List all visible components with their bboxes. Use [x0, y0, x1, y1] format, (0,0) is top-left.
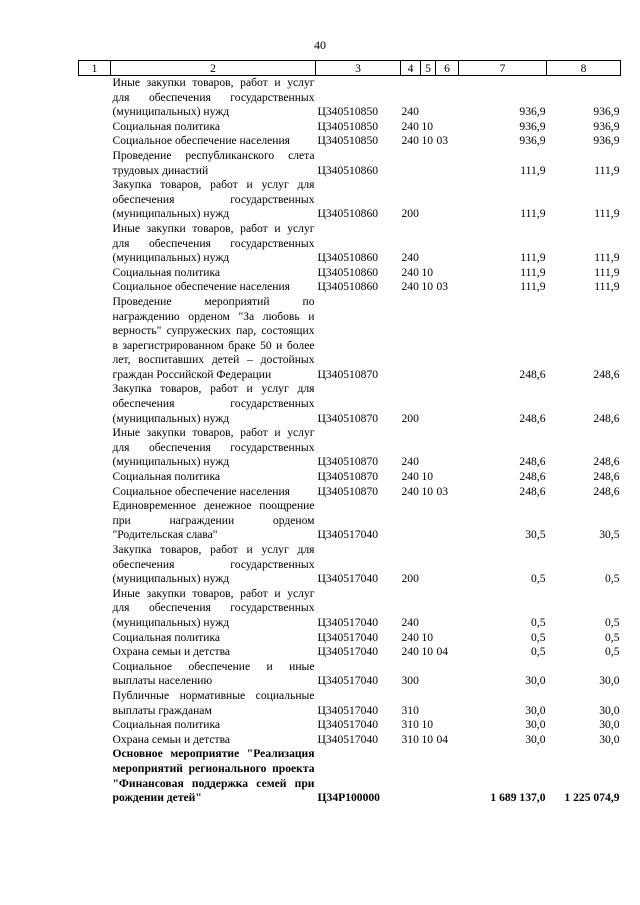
- target-code-cell: Ц340510860: [317, 265, 379, 279]
- row-number-cell: [79, 747, 111, 805]
- expense-type-cell: 200: [401, 572, 419, 586]
- section-cell: 10: [421, 732, 434, 746]
- subsection-cell: 03: [436, 280, 449, 294]
- row-number-cell: [79, 295, 111, 383]
- expense-type-cell: 240: [401, 105, 419, 119]
- subsection-cell: 04: [436, 732, 449, 746]
- expense-type-cell: 240: [401, 251, 419, 265]
- amount-year1-cell: 248,6: [519, 470, 546, 484]
- amount-year1-cell: 0,5: [531, 572, 546, 586]
- table-row: [79, 645, 621, 660]
- row-number-cell: [79, 149, 111, 178]
- expense-type-cell: 310: [401, 718, 419, 732]
- amount-year2-cell: 111,9: [594, 163, 620, 177]
- section-cell: [421, 426, 436, 470]
- row-number-cell: [79, 485, 111, 500]
- amount-year1-cell: 248,6: [519, 484, 546, 498]
- section-cell: 10: [421, 484, 434, 498]
- section-cell: [421, 499, 436, 543]
- subsection-cell: [436, 543, 459, 587]
- section-cell: [421, 689, 436, 718]
- table-row: [79, 266, 621, 281]
- amount-year1-cell: 0,5: [531, 630, 546, 644]
- item-name-cell: Социальная политика: [112, 470, 221, 484]
- amount-year1-cell: 111,9: [520, 251, 546, 265]
- table-row: [79, 499, 621, 543]
- section-cell: [421, 747, 436, 805]
- section-cell: 10: [421, 718, 434, 732]
- row-number-cell: [79, 631, 111, 646]
- target-code-cell: Ц340517040: [317, 674, 379, 688]
- amount-year1-cell: 30,0: [525, 674, 546, 688]
- amount-year2-cell: 30,0: [599, 718, 620, 732]
- amount-year1-cell: 111,9: [520, 280, 546, 294]
- target-code-cell: Ц340510870: [317, 455, 379, 469]
- amount-year2-cell: 936,9: [593, 119, 620, 133]
- subsection-cell: [436, 120, 459, 135]
- item-name-cell: Иные закупки товаров, работ и услуг для обеспечения государственных (муниципальных) нужд: [112, 586, 315, 629]
- amount-year1-cell: 248,6: [519, 455, 546, 469]
- row-number-cell: [79, 426, 111, 470]
- expense-type-cell: 200: [401, 207, 419, 221]
- target-code-cell: Ц340517040: [317, 615, 379, 629]
- expense-type-cell: [401, 149, 421, 178]
- subsection-cell: [436, 689, 459, 718]
- column-header: 6: [436, 61, 459, 76]
- amount-year1-cell: 936,9: [519, 119, 546, 133]
- item-name-cell: Охрана семьи и детства: [112, 732, 231, 746]
- amount-year2-cell: 30,0: [599, 732, 620, 746]
- expense-type-cell: 240: [401, 615, 419, 629]
- column-header: 2: [111, 61, 316, 76]
- expense-type-cell: 240: [401, 630, 419, 644]
- item-name-cell: Закупка товаров, работ и услуг для обеспечения государственных (муниципальных) нужд: [112, 382, 315, 425]
- row-number-cell: [79, 120, 111, 135]
- item-name-cell: Иные закупки товаров, работ и услуг для обеспечения государственных (муниципальных) нужд: [112, 426, 315, 469]
- item-name-cell: Социальное обеспечение и иные выплаты населению: [112, 659, 315, 688]
- column-header: 3: [316, 61, 401, 76]
- amount-year1-cell: 1 689 137,0: [490, 791, 546, 805]
- amount-year2-cell: 111,9: [594, 280, 620, 294]
- table-row: [79, 747, 621, 805]
- subsection-cell: [436, 426, 459, 470]
- row-number-cell: [79, 499, 111, 543]
- target-code-cell: Ц340510850: [317, 105, 379, 119]
- row-number-cell: [79, 76, 111, 120]
- amount-year2-cell: 248,6: [593, 367, 620, 381]
- subsection-cell: [436, 631, 459, 646]
- target-code-cell: Ц340517040: [317, 718, 379, 732]
- amount-year2-cell: 30,0: [599, 703, 620, 717]
- amount-year1-cell: 0,5: [531, 615, 546, 629]
- row-number-cell: [79, 134, 111, 149]
- amount-year2-cell: 30,0: [599, 674, 620, 688]
- item-name-cell: Иные закупки товаров, работ и услуг для обеспечения государственных (муниципальных) нужд: [112, 76, 315, 119]
- section-cell: 10: [421, 470, 434, 484]
- amount-year2-cell: 111,9: [594, 207, 620, 221]
- amount-year1-cell: 248,6: [519, 367, 546, 381]
- subsection-cell: [436, 499, 459, 543]
- section-cell: 10: [421, 119, 434, 133]
- target-code-cell: Ц340517040: [317, 645, 379, 659]
- budget-table: [78, 60, 621, 806]
- item-name-cell: Охрана семьи и детства: [112, 645, 231, 659]
- subsection-cell: 03: [436, 134, 449, 148]
- subsection-cell: 04: [436, 645, 449, 659]
- amount-year2-cell: 936,9: [593, 105, 620, 119]
- target-code-cell: Ц340510870: [317, 411, 379, 425]
- section-cell: [421, 660, 436, 689]
- target-code-cell: Ц340510870: [317, 367, 379, 381]
- row-number-cell: [79, 543, 111, 587]
- target-code-cell: Ц340517040: [317, 703, 379, 717]
- item-name-cell: Социальная политика: [112, 630, 221, 644]
- column-header: 7: [459, 61, 547, 76]
- item-name-cell: Публичные нормативные социальные выплаты гражданам: [112, 688, 315, 717]
- section-cell: 10: [421, 265, 434, 279]
- subsection-cell: [436, 266, 459, 281]
- item-name-cell: Закупка товаров, работ и услуг для обеспечения государственных (муниципальных) нужд: [112, 543, 315, 586]
- table-row: [79, 222, 621, 266]
- target-code-cell: Ц340510860: [317, 207, 379, 221]
- amount-year1-cell: 30,5: [525, 528, 546, 542]
- target-code-cell: Ц340517040: [317, 732, 379, 746]
- item-name-cell: Социальное обеспечение населения: [112, 484, 291, 498]
- section-cell: [421, 149, 436, 178]
- amount-year2-cell: 248,6: [593, 484, 620, 498]
- amount-year2-cell: 248,6: [593, 470, 620, 484]
- target-code-cell: Ц340517040: [317, 630, 379, 644]
- item-name-cell: Единовременное денежное поощрение при награждении орденом "Родительская слава": [112, 499, 315, 542]
- table-row: [79, 631, 621, 646]
- row-number-cell: [79, 280, 111, 295]
- expense-type-cell: [401, 499, 421, 543]
- amount-year2-cell: 1 225 074,9: [564, 791, 620, 805]
- column-header: 4: [401, 61, 421, 76]
- item-name-cell: Социальная политика: [112, 718, 221, 732]
- amount-year1-cell: 936,9: [519, 105, 546, 119]
- row-number-cell: [79, 733, 111, 748]
- item-name-cell: Закупка товаров, работ и услуг для обеспечения государственных (муниципальных) нужд: [112, 178, 315, 221]
- column-header: 8: [547, 61, 621, 76]
- subsection-cell: [436, 222, 459, 266]
- row-number-cell: [79, 645, 111, 660]
- item-name-cell: Социальное обеспечение населения: [112, 134, 291, 148]
- amount-year1-cell: 30,0: [525, 732, 546, 746]
- table-row: [79, 660, 621, 689]
- amount-year2-cell: 936,9: [593, 134, 620, 148]
- table-row: [79, 689, 621, 718]
- amount-year1-cell: 936,9: [519, 134, 546, 148]
- section-cell: [421, 76, 436, 120]
- subsection-cell: [436, 587, 459, 631]
- target-code-cell: Ц34Р100000: [317, 791, 380, 805]
- amount-year2-cell: 30,5: [599, 528, 620, 542]
- table-row: [79, 426, 621, 470]
- amount-year1-cell: 111,9: [520, 265, 546, 279]
- table-row: [79, 470, 621, 485]
- column-header: 5: [421, 61, 436, 76]
- item-name-cell: Основное мероприятие "Реализация мероприятий регионального проекта "Финансовая поддержка семей при рождении детей": [112, 747, 315, 805]
- expense-type-cell: 310: [401, 732, 419, 746]
- section-cell: [421, 222, 436, 266]
- row-number-cell: [79, 382, 111, 426]
- amount-year1-cell: 30,0: [525, 718, 546, 732]
- section-cell: [421, 295, 436, 383]
- row-number-cell: [79, 689, 111, 718]
- section-cell: 10: [421, 134, 434, 148]
- item-name-cell: Социальная политика: [112, 119, 221, 133]
- item-name-cell: Социальное обеспечение населения: [112, 280, 291, 294]
- subsection-cell: [436, 295, 459, 383]
- table-row: [79, 134, 621, 149]
- row-number-cell: [79, 660, 111, 689]
- expense-type-cell: [401, 747, 421, 805]
- section-cell: 10: [421, 630, 434, 644]
- target-code-cell: Ц340510850: [317, 134, 379, 148]
- subsection-cell: [436, 660, 459, 689]
- expense-type-cell: 240: [401, 119, 419, 133]
- target-code-cell: Ц340510860: [317, 251, 379, 265]
- page-number: 40: [314, 38, 326, 52]
- table-row: [79, 295, 621, 383]
- target-code-cell: Ц340510850: [317, 119, 379, 133]
- subsection-cell: [436, 470, 459, 485]
- amount-year2-cell: 248,6: [593, 411, 620, 425]
- header-row: [79, 61, 621, 76]
- item-name-cell: Проведение мероприятий по награждению орденом "За любовь и верность" супружеских пар, состоящих в зарегистрированном браке 50 и более лет, воспитавших детей – достойных граждан Российской Федерации: [112, 294, 315, 381]
- expense-type-cell: 240: [401, 280, 419, 294]
- item-name-cell: Иные закупки товаров, работ и услуг для обеспечения государственных (муниципальных) нужд: [112, 221, 315, 265]
- item-name-cell: Проведение республиканского слета трудовых династий: [112, 148, 315, 177]
- table-row: [79, 76, 621, 120]
- table-row: [79, 485, 621, 500]
- table-row: [79, 178, 621, 222]
- amount-year1-cell: 111,9: [520, 207, 546, 221]
- subsection-cell: [436, 382, 459, 426]
- row-number-cell: [79, 718, 111, 733]
- amount-year1-cell: 30,0: [525, 703, 546, 717]
- expense-type-cell: 310: [401, 703, 419, 717]
- amount-year1-cell: 248,6: [519, 411, 546, 425]
- item-name-cell: Социальная политика: [112, 265, 221, 279]
- table-row: [79, 149, 621, 178]
- column-header: 1: [79, 61, 111, 76]
- row-number-cell: [79, 266, 111, 281]
- section-cell: [421, 587, 436, 631]
- section-cell: 10: [421, 645, 434, 659]
- subsection-cell: [436, 76, 459, 120]
- expense-type-cell: [401, 295, 421, 383]
- row-number-cell: [79, 587, 111, 631]
- amount-year2-cell: 248,6: [593, 455, 620, 469]
- expense-type-cell: 240: [401, 134, 419, 148]
- target-code-cell: Ц340517040: [317, 572, 379, 586]
- expense-type-cell: 240: [401, 455, 419, 469]
- target-code-cell: Ц340510860: [317, 163, 379, 177]
- subsection-cell: [436, 149, 459, 178]
- subsection-cell: [436, 747, 459, 805]
- amount-year1-cell: 111,9: [520, 163, 546, 177]
- subsection-cell: 03: [436, 484, 449, 498]
- expense-type-cell: 300: [401, 674, 419, 688]
- target-code-cell: Ц340510870: [317, 484, 379, 498]
- table-row: [79, 587, 621, 631]
- expense-type-cell: 240: [401, 645, 419, 659]
- target-code-cell: Ц340517040: [317, 528, 379, 542]
- amount-year2-cell: 111,9: [594, 251, 620, 265]
- table-row: [79, 718, 621, 733]
- section-cell: [421, 543, 436, 587]
- expense-type-cell: 200: [401, 411, 419, 425]
- row-number-cell: [79, 178, 111, 222]
- section-cell: 10: [421, 280, 434, 294]
- expense-type-cell: 240: [401, 484, 419, 498]
- expense-type-cell: 240: [401, 470, 419, 484]
- amount-year2-cell: 0,5: [605, 572, 620, 586]
- table-row: [79, 382, 621, 426]
- section-cell: [421, 382, 436, 426]
- row-number-cell: [79, 222, 111, 266]
- section-cell: [421, 178, 436, 222]
- subsection-cell: [436, 178, 459, 222]
- target-code-cell: Ц340510860: [317, 280, 379, 294]
- table-row: [79, 120, 621, 135]
- table-row: [79, 280, 621, 295]
- expense-type-cell: 240: [401, 265, 419, 279]
- amount-year2-cell: 111,9: [594, 265, 620, 279]
- table-row: [79, 733, 621, 748]
- target-code-cell: Ц340510870: [317, 470, 379, 484]
- amount-year2-cell: 0,5: [605, 630, 620, 644]
- amount-year1-cell: 0,5: [531, 645, 546, 659]
- amount-year2-cell: 0,5: [605, 615, 620, 629]
- table-row: [79, 543, 621, 587]
- amount-year2-cell: 0,5: [605, 645, 620, 659]
- subsection-cell: [436, 718, 459, 733]
- row-number-cell: [79, 470, 111, 485]
